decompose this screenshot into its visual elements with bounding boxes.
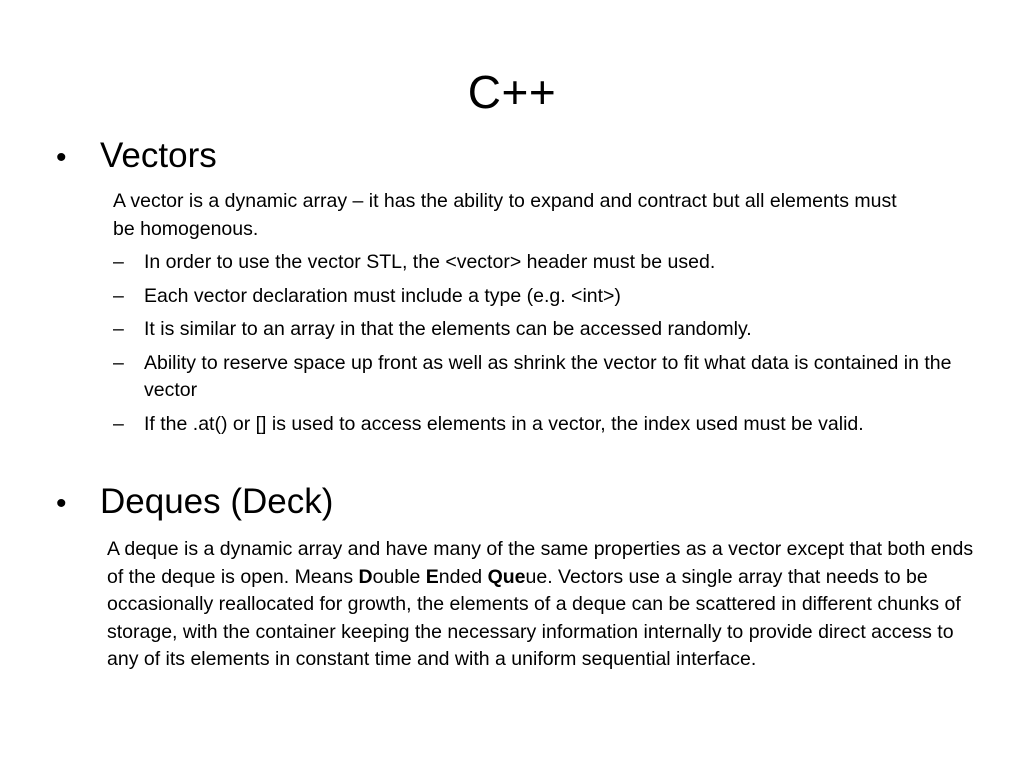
deques-text-1: A deque is a dynamic array and have many of the same properties as a vector except that both ends of the deque is open. Means (107, 538, 974, 588)
slide-title: C++ (467, 66, 557, 118)
bullet-icon: • (56, 487, 67, 520)
deques-heading: Deques (Deck) (100, 482, 334, 521)
list-item-text: If the .at() or [] is used to access elements in a vector, the index used must be valid. (144, 412, 864, 435)
vectors-bullet (56, 134, 986, 180)
list-item (113, 350, 986, 405)
dash-icon: – (113, 284, 124, 307)
deques-bullet (56, 480, 986, 526)
deques-text-nded: nded (438, 565, 488, 588)
deques-bold-d: D (358, 565, 373, 588)
vectors-heading: Vectors (100, 136, 217, 175)
vectors-list (113, 249, 986, 438)
list-item-text: It is similar to an array in that the elements can be accessed randomly. (144, 318, 752, 340)
deques-section (56, 480, 986, 674)
deques-text-2: ue. Vectors use a single array that needs to be occasionally reallocated for growth, the elements of a deque can be scattered in different chunks of storage, with the container keeping the necessary information internally to provide direct access to any of its elements in constant time and with a uniform sequential interface. (107, 565, 961, 670)
deques-bold-que: Que (487, 565, 526, 588)
vectors-intro: A vector is a dynamic array – it has the ability to expand and contract but all elements must be homogenous. (113, 190, 897, 240)
list-item-text: Ability to reserve space up front as well as shrink the vector to fit what data is contained in the vector (144, 351, 952, 401)
list-item-text: In order to use the vector STL, the <vector> header must be used. (144, 251, 716, 273)
vectors-section (56, 134, 986, 438)
deques-bold-e: E (425, 565, 439, 588)
dash-icon: – (113, 251, 124, 273)
dash-icon: – (113, 412, 124, 435)
dash-icon: – (113, 351, 124, 374)
list-item (113, 249, 986, 277)
list-item (113, 283, 986, 311)
list-item (113, 411, 986, 439)
list-item-text: Each vector declaration must include a type (e.g. <int>) (144, 284, 621, 307)
deques-text-ouble: ouble (372, 565, 426, 588)
list-item (113, 316, 986, 344)
dash-icon: – (113, 318, 124, 340)
deques-paragraph (107, 536, 977, 674)
bullet-icon: • (56, 141, 67, 174)
